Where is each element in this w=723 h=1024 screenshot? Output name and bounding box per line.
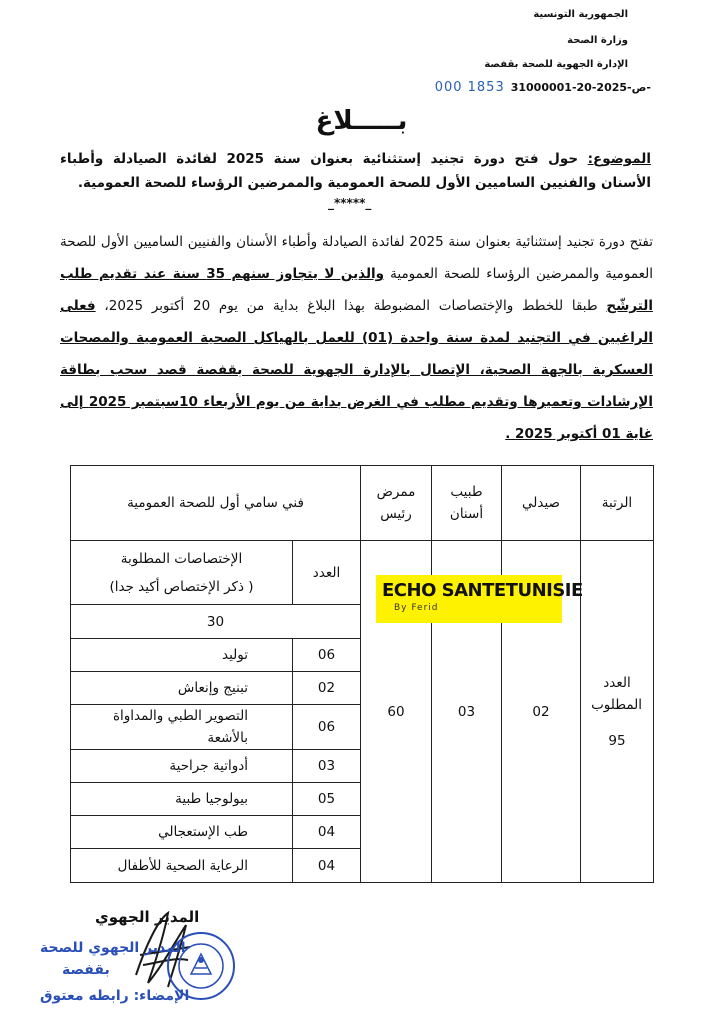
reference-handwritten: 000 1853 (434, 80, 505, 95)
stamp-line-2: بقفصة (62, 962, 110, 978)
subject-label: الموضوع: (587, 151, 651, 167)
watermark-badge (376, 575, 583, 623)
specialty-name: تبنيج وإنعاش (71, 672, 293, 705)
header-republic: الجمهورية التونسية (533, 9, 628, 20)
required-cell (581, 541, 654, 883)
specialty-count: 05 (293, 783, 361, 816)
watermark-sub: By Ferid (394, 603, 439, 613)
header-nurse-text: ممرض رئيس (376, 484, 416, 522)
specialty-name: بيولوجيا طبية (71, 783, 293, 816)
header-technician: فني سامي أول للصحة العمومية (71, 466, 361, 541)
document-title: بـــــلاغ (315, 106, 408, 136)
subject-text: حول فتح دورة تجنيد إستثنائية بعنوان سنة 2025 لفائدة الصيادلة وأطباء الأسنان والفنيين الساميين الأول للصحة العمومية والممرضين الرؤساء للصحة العمومية. (60, 151, 651, 191)
specialty-count: 04 (293, 816, 361, 849)
specialty-name: التصوير الطبي والمداواة بالأشعة (71, 705, 293, 750)
table-header-row (71, 466, 654, 541)
header-ministry: وزارة الصحة (567, 35, 628, 46)
dentist-count: 03 (432, 541, 502, 883)
nurse-count: 60 (361, 541, 432, 883)
separator-stars: _*****_ (328, 196, 372, 210)
pharmacist-count: 02 (502, 541, 581, 883)
required-total: 95 (608, 732, 626, 749)
specialty-count: 06 (293, 705, 361, 750)
watermark-main: ECHO SANTETUNISIE (382, 580, 583, 601)
reference-printed: ص-2025-20-31000001- (510, 81, 651, 94)
stamp-line-3: الإمضاء: رابطه معتوق (40, 988, 190, 1004)
body-age-condition: والذين لا يتجاوز سنهم 35 سنة عند تقديم طلب الترشّح (60, 266, 653, 314)
subheader-specialties (71, 541, 293, 605)
specialty-count: 02 (293, 672, 361, 705)
body-part-1: تفتح دورة تجنيد إستثنائية بعنوان سنة 2025 لفائدة الصيادلة وأطباء الأسنان والفنيين الساميين الأول للصحة العمومية والممرضين الرؤساء للصحة العمومية (60, 234, 653, 282)
subheader-specialties-title: الإختصاصات المطلوبة (120, 550, 243, 567)
subheader-specialties-note: ( ذكر الإختصاص أكيد جدا) (109, 578, 254, 595)
header-dentist-text: طبيب أسنان (449, 484, 484, 522)
header-pharmacist: صيدلي (502, 466, 581, 541)
specialty-count: 03 (293, 750, 361, 783)
signatory-title: المدير الجهوي (95, 908, 200, 926)
specialty-name: الرعاية الصحية للأطفال (71, 849, 293, 883)
subheader-count: العدد (293, 541, 361, 605)
specialty-name: طب الإستعجالي (71, 816, 293, 849)
announcement-body (60, 226, 653, 450)
header-regional-directorate: الإدارة الجهوية للصحة بقفصة (484, 59, 628, 70)
positions-table (70, 465, 654, 883)
specialty-count: 04 (293, 849, 361, 883)
body-application-instructions: فعلى الراغبين في التجنيد لمدة سنة واحدة (01) للعمل بالهياكل الصحية العمومية والمصحات العسكرية بالجهة الصحية، الإتصال بالإدارة الجهوية للصحة بقفصة قصد سحب بطاقة الإرشادات وتعميرها وتقديم مطلب في الغرض بداية من يوم الأربعاء 10سبتمبر 2025 إلى غاية 01 أكتوبر 2025 . (60, 298, 653, 442)
header-nurse (361, 466, 432, 541)
specialty-name: أدواتية جراحية (71, 750, 293, 783)
reference-number (435, 80, 651, 95)
header-rank: الرتبة (581, 466, 654, 541)
technician-total: 30 (71, 605, 361, 639)
header-dentist (432, 466, 502, 541)
required-label: العدد المطلوب (591, 674, 642, 713)
stamp-line-1: المدير الجهوي للصحة (40, 940, 186, 956)
subject-block (60, 147, 651, 195)
specialty-name: توليد (71, 639, 293, 672)
specialty-count: 06 (293, 639, 361, 672)
body-part-3: طبقا للخطط والإختصاصات المضبوطة بهذا البلاغ بداية من يوم 20 أكتوبر 2025، (104, 298, 598, 314)
